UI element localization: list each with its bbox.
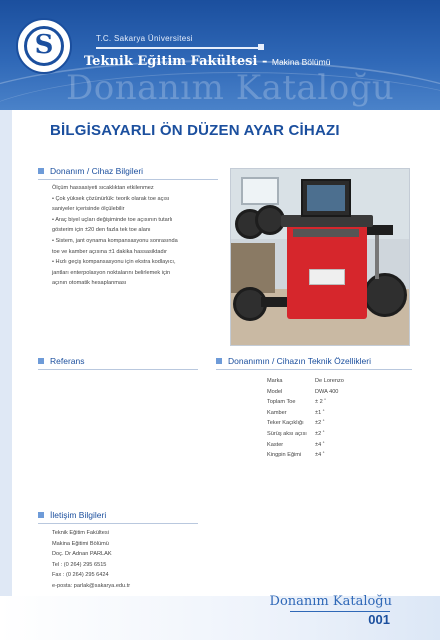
section-specs-heading	[216, 356, 371, 366]
hardware-line: saniyeler içerisinde ölçülebilir	[52, 206, 125, 213]
section-rule	[216, 369, 412, 370]
contact-line: Doç. Dr Adnan PARLAK	[52, 551, 112, 558]
spec-key: Toplam Toe	[267, 399, 296, 406]
spec-key: Kingpin Eğimi	[267, 452, 302, 459]
university-name: T.C. Sakarya Üniversitesi	[96, 34, 193, 43]
hardware-line: gösterim için ±20 den fazla tek toe alanı	[52, 227, 151, 234]
spec-value: ± 2 ˚	[315, 399, 327, 406]
contact-email-line[interactable]: e-posta: parlak@sakarya.edu.tr	[52, 582, 131, 589]
printer	[309, 269, 345, 285]
section-contact-heading-text: İletişim Bilgileri	[50, 510, 107, 520]
spec-key: Marka	[267, 378, 283, 384]
spec-value: ±4 ˚	[315, 441, 325, 448]
faculty-label: Teknik Eğitim Fakültesi -	[84, 54, 272, 69]
spec-value: ±4 ˚	[315, 452, 325, 459]
hardware-line: • Hızlı geçiş kompansasyonu için ekstra kodlayıcı,	[52, 259, 176, 266]
page-number: 001	[368, 612, 390, 627]
device-photo	[230, 168, 410, 346]
hardware-line: jantları enterpolasyon noktalarını belirlemek için	[52, 269, 171, 276]
photo-window	[241, 177, 279, 205]
photo-shelf	[231, 243, 275, 293]
sensor-head	[261, 297, 287, 307]
spec-value: ±2 ˚	[315, 420, 325, 427]
hardware-line: • Araç biyel uçları değişiminde toe açısının tutarlı	[52, 216, 173, 223]
spec-key: Model	[267, 388, 283, 395]
spec-key: Kamber	[267, 409, 287, 416]
spec-row	[267, 418, 344, 429]
header-banner	[0, 0, 440, 110]
header-divider	[96, 47, 260, 49]
spec-value: ±2 ˚	[315, 430, 325, 437]
page-title: BİLGİSAYARLI ÖN DÜZEN AYAR CİHAZI	[50, 122, 340, 139]
contact-info	[52, 528, 130, 592]
faculty-name	[84, 54, 330, 69]
monitor	[301, 179, 351, 217]
spec-row	[267, 408, 344, 419]
section-reference-heading-text: Referans	[50, 356, 85, 366]
contact-line: Tel : (0 264) 295 6515	[52, 561, 107, 568]
section-bullet-icon	[38, 168, 44, 174]
department-label: Makina Bölümü	[271, 57, 331, 67]
section-bullet-icon	[38, 358, 44, 364]
contact-line: Makina Eğitimi Bölümü	[52, 540, 109, 547]
spec-row	[267, 376, 344, 387]
footer-catalog-title: Donanım Kataloğu	[269, 594, 392, 609]
section-hardware-heading-text: Donanım / Cihaz Bilgileri	[50, 166, 144, 176]
hardware-description	[52, 183, 178, 289]
section-contact-heading	[38, 510, 106, 520]
hardware-line: • Çok yüksek çözünürlük: teorik olarak toe açısı	[52, 195, 170, 202]
spec-row	[267, 450, 344, 461]
hardware-line: açının otomatik hesaplanması	[52, 280, 127, 287]
keyboard	[293, 229, 359, 237]
hardware-line: toe ve kamber açısına ±1 dakika hassasiktadır	[52, 248, 168, 255]
section-rule	[38, 179, 218, 180]
hardware-line: • Sistem, jant oynama kompansasyonu sonrasında	[52, 237, 178, 244]
spec-value: DWA 400	[315, 388, 339, 395]
logo-letter: S	[34, 30, 54, 60]
spec-key: Teker Kaçıklığı	[267, 420, 304, 427]
monitor-screen	[307, 185, 345, 211]
spec-value: ±1 ˚	[315, 409, 325, 416]
section-rule	[38, 369, 198, 370]
spec-value: De Lorenzo	[315, 378, 344, 384]
contact-line: Teknik Eğitim Fakültesi	[52, 530, 109, 536]
side-accent-bar	[0, 110, 12, 640]
hardware-line: Ölçüm hassasiyeti sıcaklıktan etkilenmez	[52, 185, 154, 191]
contact-line: Fax : (0 264) 295 6424	[52, 572, 109, 579]
tire-image	[363, 273, 407, 317]
spec-row	[267, 397, 344, 408]
section-bullet-icon	[216, 358, 222, 364]
section-specs-heading-text: Donanımın / Cihazın Teknik Özellikleri	[228, 356, 371, 366]
section-bullet-icon	[38, 512, 44, 518]
sensor-stand	[375, 229, 379, 279]
spec-key: Kaster	[267, 441, 284, 448]
header-divider-dot	[258, 44, 264, 50]
spec-row	[267, 387, 344, 398]
section-reference-heading	[38, 356, 85, 366]
section-rule	[38, 523, 198, 524]
spec-row	[267, 429, 344, 440]
spec-table	[267, 376, 344, 461]
section-hardware-heading	[38, 166, 143, 176]
spec-key: Sürüş aksı açısı	[267, 430, 307, 437]
university-logo	[16, 18, 72, 74]
catalog-watermark-title: Donanım Kataloğu	[66, 68, 395, 108]
spec-row	[267, 440, 344, 451]
